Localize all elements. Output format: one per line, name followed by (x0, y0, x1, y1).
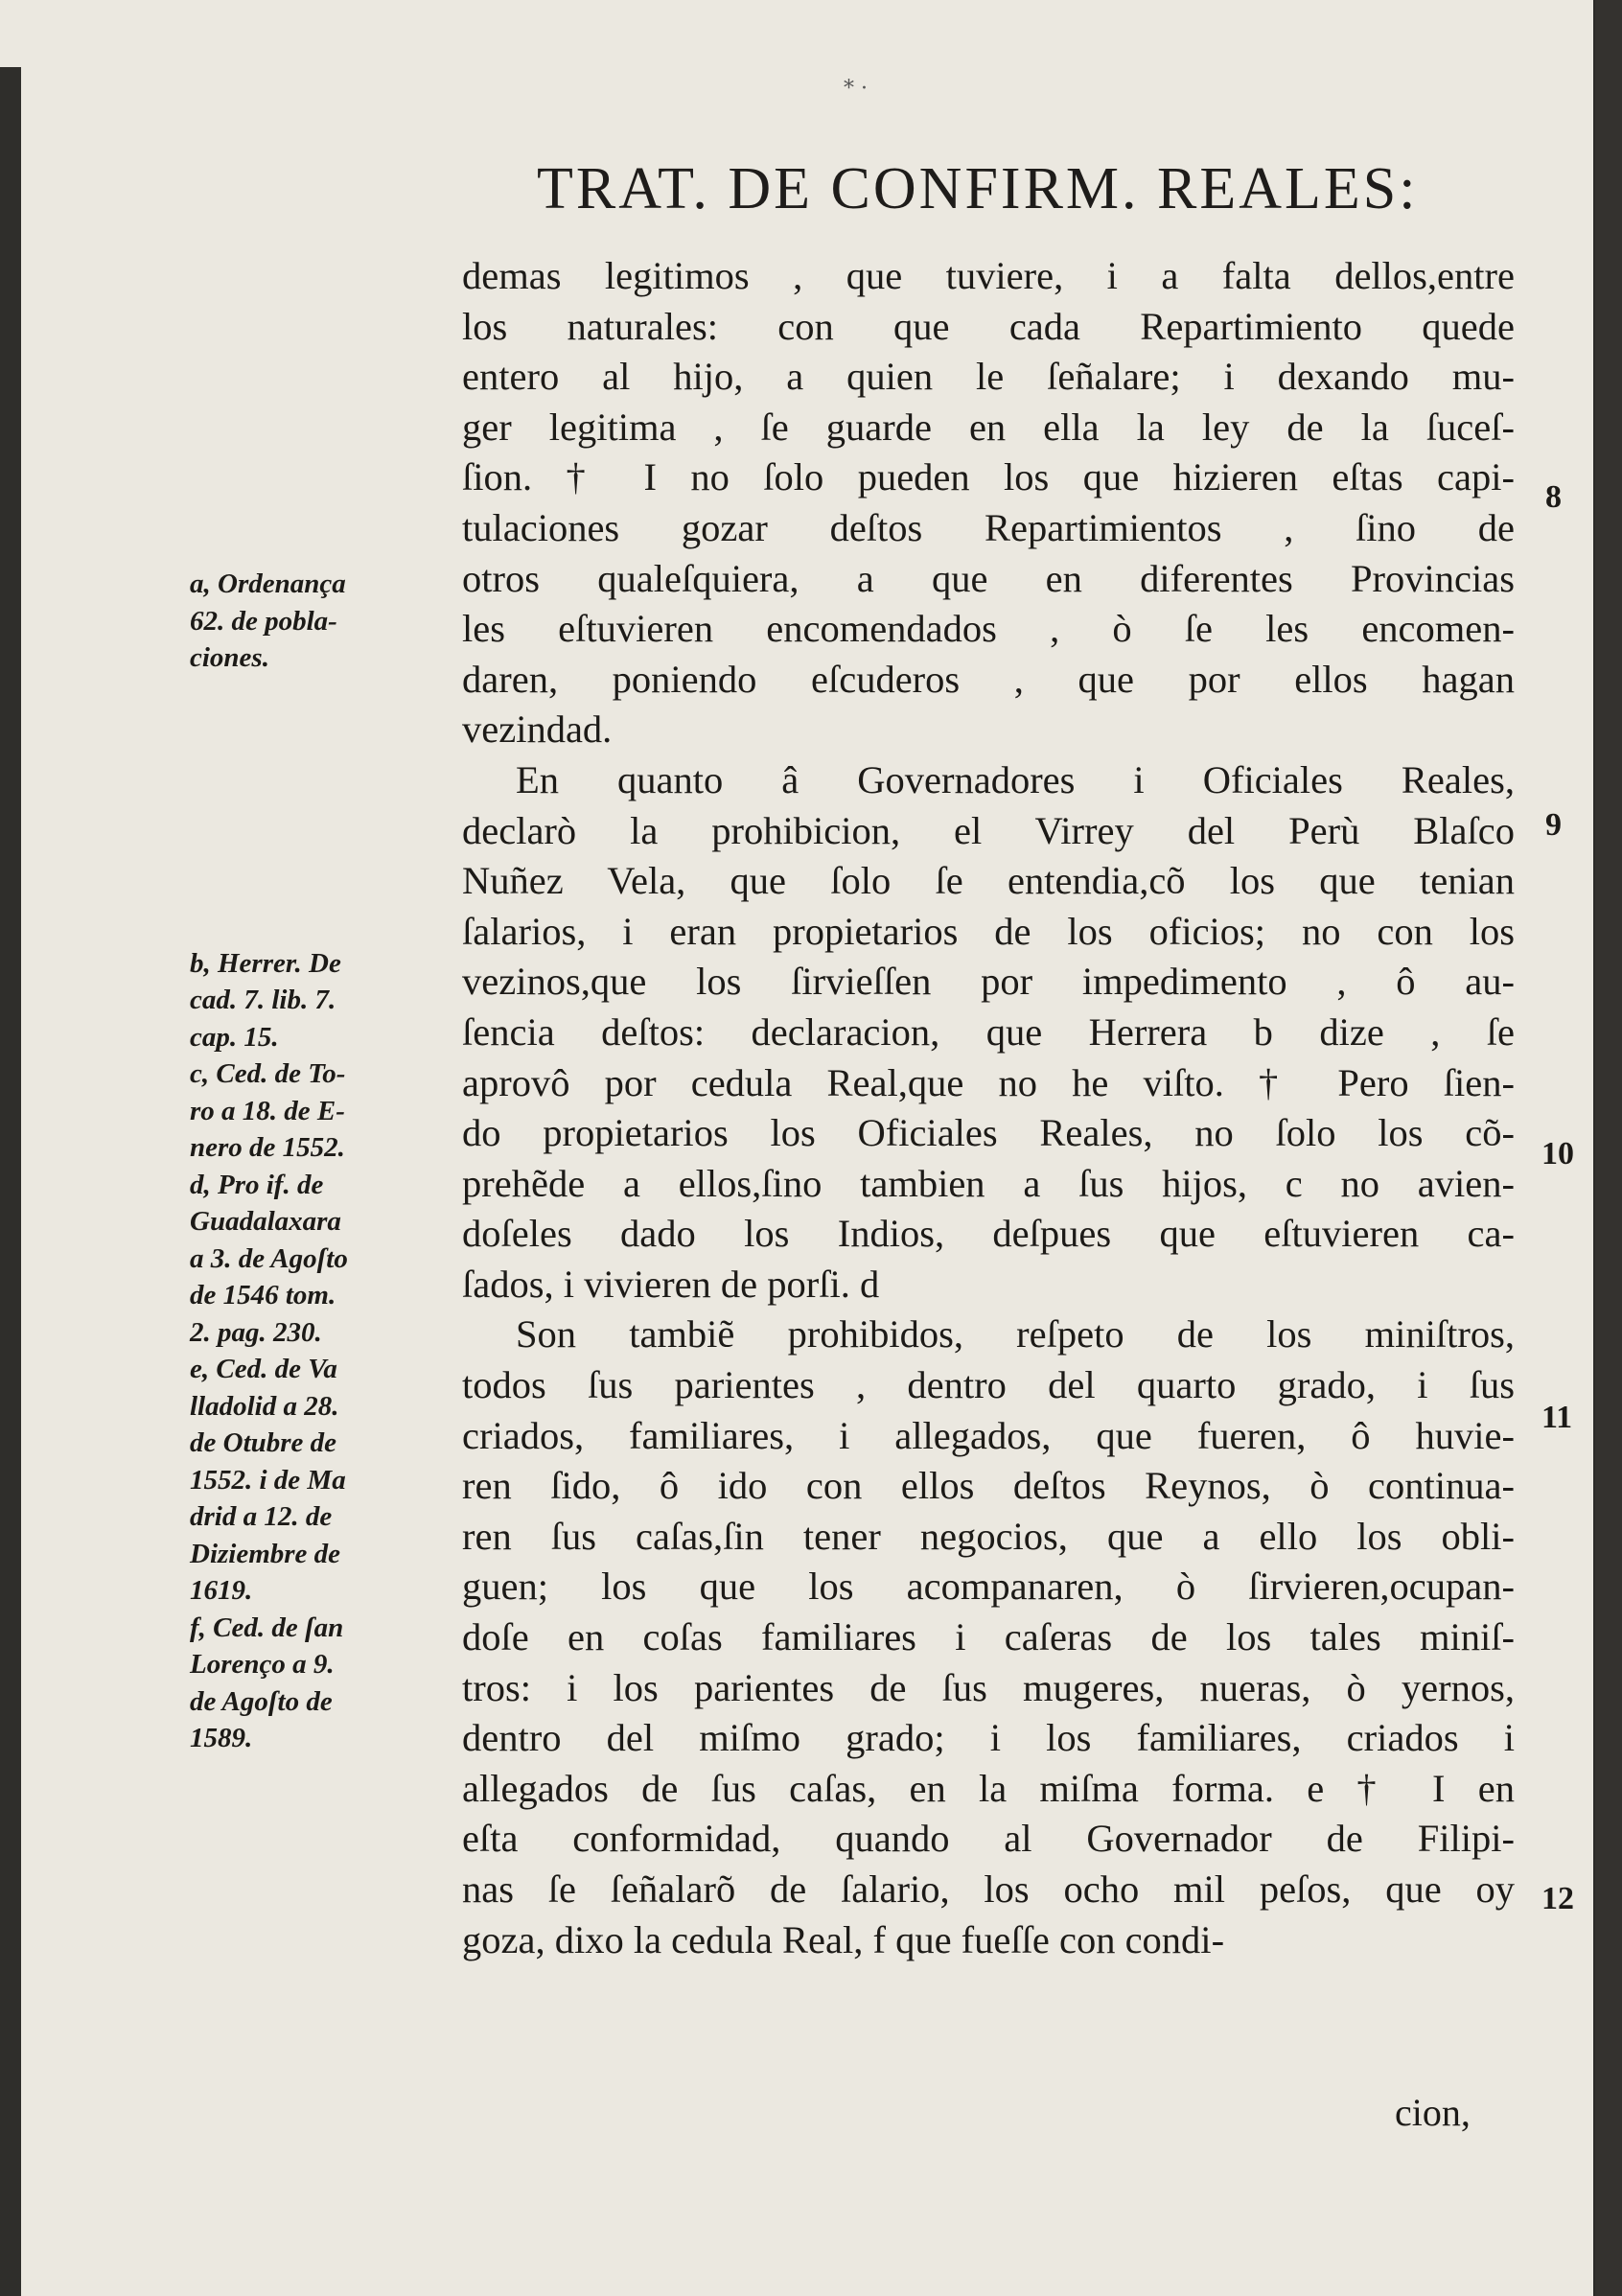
margin-note-line: cap. 15. (190, 1021, 279, 1053)
text-line: ren ſus caſas,ſin tener negocios, que a ello los obli- (462, 1514, 1515, 1558)
text-line: ren ſido, ô ido con ellos deſtos Reynos, ò continua- (462, 1464, 1515, 1508)
text-line: otros qualeſquiera, a que en diferentes Provincias (462, 556, 1515, 600)
margin-note-line: ro a 18. de E- (190, 1095, 345, 1126)
text-line: dentro del miſmo grado; i los familiares, criados i (462, 1716, 1515, 1760)
text-line: guen; los que los acompanaren, ò ſirvieren,ocupan- (462, 1565, 1515, 1609)
margin-note-line: drid a 12. de (190, 1501, 333, 1532)
text-line: nas ſe ſeñalarõ de ſalario, los ocho mil peſos, que oy (462, 1867, 1515, 1911)
text-line: aprovô por cedula Real,que no he viſto. † Pero ſien- (462, 1060, 1515, 1104)
margin-note-line: d, Pro if. de (190, 1169, 324, 1200)
margin-note-line: ciones. (190, 642, 269, 673)
text-line: prehẽde a ellos,ſino tambien a ſus hijos, c no avien- (462, 1161, 1515, 1205)
text-line: entero al hijo, a quien le ſeñalare; i dexando mu- (462, 355, 1515, 399)
text-line: criados, familiares, i allegados, que fueren, ô huvie- (462, 1413, 1515, 1457)
text-line: do propietarios los Oficiales Reales, no ſolo los cõ- (462, 1111, 1515, 1155)
text-line: En quanto â Governadores i Oficiales Reales, (516, 757, 1515, 801)
text-line: demas legitimos , que tuviere, i a falta dellos,entre (462, 254, 1515, 297)
text-line: eſta conformidad, quando al Governador de Filipi- (462, 1817, 1515, 1861)
margin-note-line: a, Ordenança (190, 568, 346, 599)
margin-note-line: Guadalaxara (190, 1206, 341, 1237)
margin-note-line: a 3. de Agoſto (190, 1242, 348, 1274)
margin-note-line: b, Herrer. De (190, 947, 341, 979)
text-line: les eſtuvieren encomendados , ò ſe les encomen- (462, 607, 1515, 651)
text-line: ſados, i vivieren de porſi. d (462, 1262, 880, 1306)
margin-note-line: de Agoſto de (190, 1685, 333, 1717)
text-line: declarò la prohibicion, el Virrey del Perù Blaſco (462, 808, 1515, 852)
catchword: cion, (1395, 2091, 1471, 2134)
margin-note-line: e, Ced. de Va (190, 1354, 337, 1384)
margin-note-line: f, Ced. de ſan (190, 1612, 344, 1643)
text-line: allegados de ſus caſas, en la miſma forma. e † I en (462, 1766, 1515, 1810)
margin-note-line: nero de 1552. (190, 1132, 345, 1163)
text-line: ſencia deſtos: declaracion, que Herrera b dize , ſe (462, 1009, 1515, 1054)
margin-note-line: Lorenço a 9. (190, 1649, 335, 1680)
margin-note-line: 1552. i de Ma (190, 1464, 346, 1496)
text-line: doſe en coſas familiares i caſeras de los tales miniſ- (462, 1615, 1515, 1659)
text-line: vezindad. (462, 707, 613, 752)
paragraph-number-12: 12 (1541, 1881, 1574, 1916)
margin-note-line: Diziembre de (190, 1538, 341, 1569)
margin-gap (190, 677, 449, 945)
margin-note-line: 1619. (190, 1575, 253, 1606)
text-line: Son tambiẽ prohibidos, reſpeto de los miniſtros, (516, 1312, 1515, 1357)
page-tab-top-left (0, 0, 479, 67)
margin-note-line: cad. 7. lib. 7. (190, 985, 336, 1015)
main-text-column (462, 251, 1515, 1965)
text-line: tros: i los parientes de ſus mugeres, nueras, ò yernos, (462, 1665, 1515, 1709)
text-line: goza, dixo la cedula Real, f que fueſſe con condi- (462, 1917, 1225, 1961)
margin-note-line: 62. de pobla- (190, 605, 337, 637)
text-line: daren, poniendo eſcuderos , que por ellos hagan (462, 657, 1515, 701)
margin-notes (190, 566, 449, 1757)
text-line: Nuñez Vela, que ſolo ſe entendia,cõ los que tenian (462, 859, 1515, 903)
top-mark: * · (844, 77, 868, 101)
text-line: tulaciones gozar deſtos Repartimientos , ſino de (462, 505, 1515, 549)
scan-right-edge (1595, 0, 1622, 2296)
margin-note-line: 2. pag. 230. (190, 1316, 322, 1348)
running-header: TRAT. DE CONFIRM. REALES: (537, 156, 1419, 221)
text-line: todos ſus parientes , dentro del quarto grado, i ſus (462, 1363, 1515, 1407)
text-line: los naturales: con que cada Repartimiento quede (462, 304, 1515, 348)
text-line: ger legitima , ſe guarde en ella la ley de la ſuceſ- (462, 405, 1515, 449)
paragraph-number-9: 9 (1545, 807, 1562, 843)
text-line: ſion. † I no ſolo pueden los que hizieren eſtas capi- (462, 455, 1515, 499)
scan-left-edge (0, 0, 21, 2296)
text-line: doſeles dado los Indios, deſpues que eſtuvieren ca- (462, 1212, 1515, 1256)
margin-note-line: lladolid a 28. (190, 1390, 339, 1422)
paragraph-number-11: 11 (1541, 1400, 1573, 1435)
margin-note-line: de 1546 tom. (190, 1280, 336, 1310)
text-line: vezinos,que los ſirvieſſen por impedimento , ô au- (462, 960, 1515, 1004)
margin-note-line: c, Ced. de To- (190, 1058, 346, 1089)
paragraph-number-10: 10 (1541, 1136, 1574, 1171)
paragraph-number-8: 8 (1545, 479, 1562, 515)
text-line: ſalarios, i eran propietarios de los oficios; no con los (462, 909, 1515, 953)
margin-note-line: 1589. (190, 1723, 253, 1753)
margin-note-line: de Otubre de (190, 1427, 337, 1458)
